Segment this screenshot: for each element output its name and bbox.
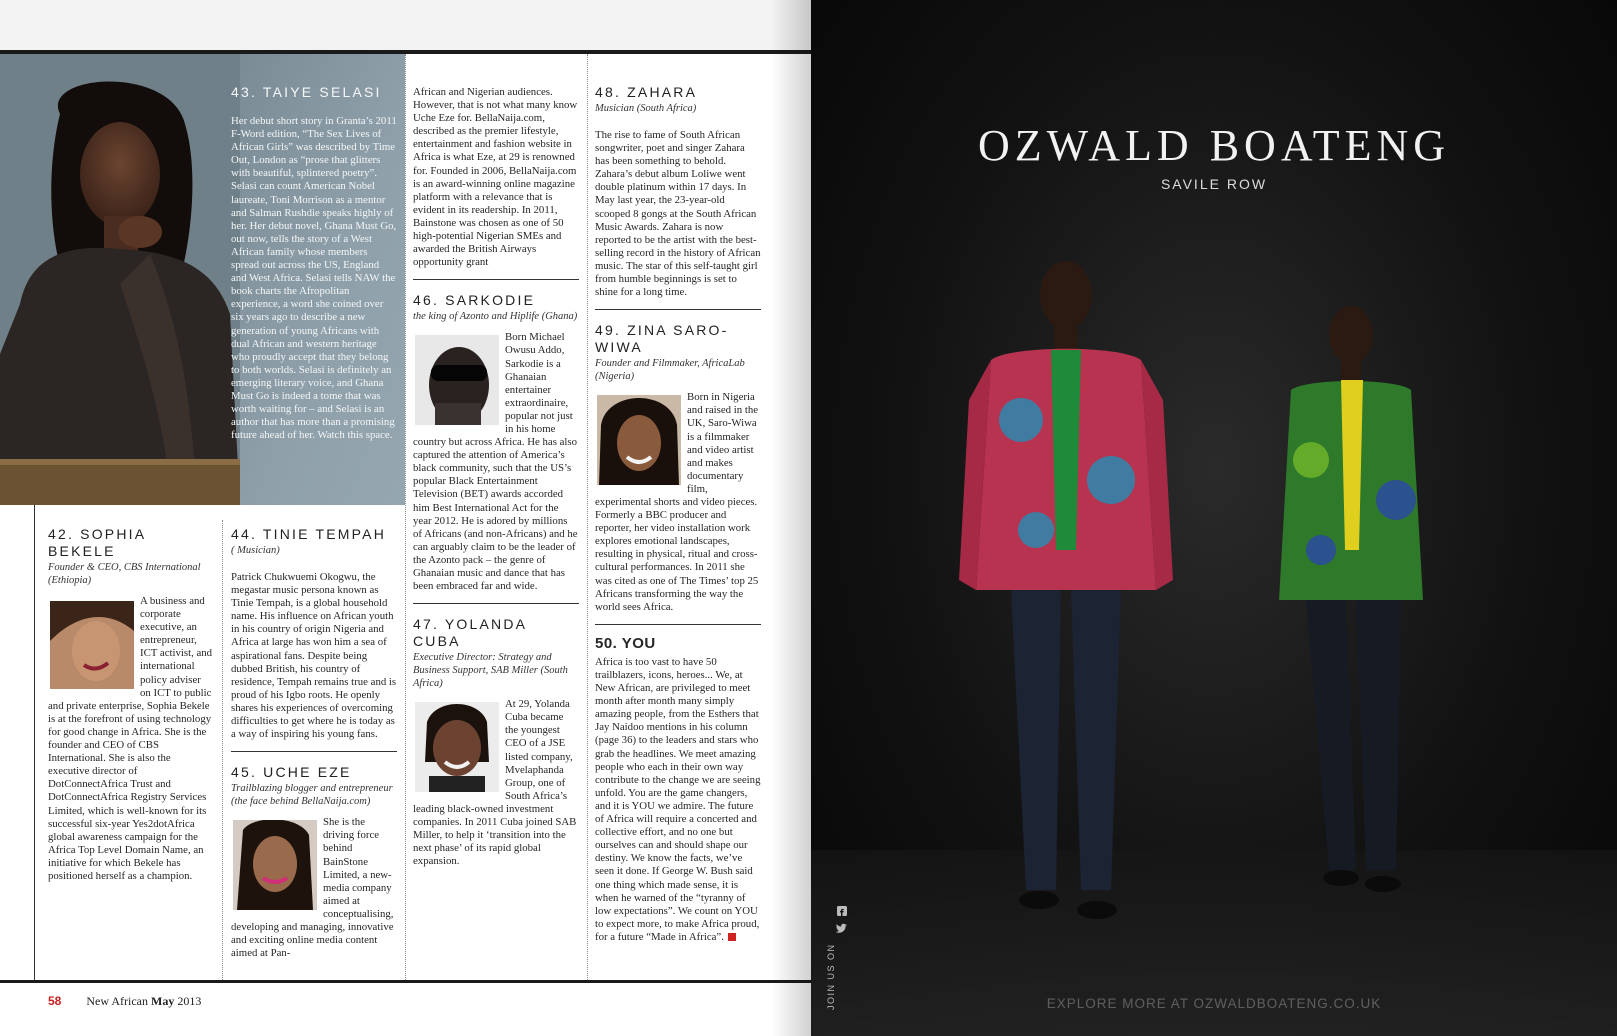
heading-taiye: 43. TAIYE SELASI bbox=[231, 84, 382, 100]
heading-sophia: 42. SOPHIA BEKELE bbox=[48, 526, 146, 559]
body-zina: Born in Nigeria and raised in the UK, Saro-Wiwa is a filmmaker and video artist and makes documentary film, experimental shorts and video pieces. Formerly a BBC producer and reporter, her video installation work explores emotional landscapes, resulting in physical, ritual and cross-cultural performances. In 2011 she was cited as one of The Times’ top 25 Africans transforming the way the world sees Africa. bbox=[595, 391, 759, 613]
social-icons bbox=[836, 905, 848, 944]
issue-year: 2013 bbox=[177, 994, 202, 1008]
spacer bbox=[595, 115, 761, 129]
sarkodie-photo bbox=[415, 335, 499, 425]
body-yolanda: At 29, Yolanda Cuba became the youngest CEO of a JSE listed company, Mvelaphanda Group, one of South Africa’s leading black-owned investment companies. In 2011 Cuba joined SAB Miller, to help it ‘transition into the next phase’ of its rapid global expansion. bbox=[413, 698, 577, 868]
role-zina: Founder and Filmmaker, AfricaLab (Nigeria) bbox=[595, 358, 745, 383]
section-separator bbox=[231, 751, 397, 752]
role-tinie: ( Musician) bbox=[231, 545, 280, 556]
yolanda-portrait-illustration bbox=[415, 702, 499, 792]
left-margin-rule bbox=[34, 505, 35, 980]
sophia-portrait-illustration bbox=[50, 601, 134, 689]
role-sophia: Founder & CEO, CBS International (Ethiopia) bbox=[48, 562, 201, 586]
heading-zahara: 48. ZAHARA bbox=[595, 84, 698, 100]
end-mark-icon bbox=[728, 933, 736, 941]
role-sarkodie: the king of Azonto and Hiplife (Ghana) bbox=[413, 311, 578, 323]
heading-tinie: 44. TINIE TEMPAH bbox=[231, 526, 387, 542]
section-separator bbox=[413, 279, 579, 280]
folio bbox=[48, 994, 201, 1009]
body-uche-continued: African and Nigerian audiences. However, that is not what many know Uche Eze for. BellaNaija.com, described as the premier lifestyle, entertainment and fashion website in Africa is what Eze, at 29 is renowned for. Founded in 2006, BellaNaija.com is an award-winning online magazine platform with a relevance that is evident in its readership. In 2011, Bainstone was chosen as one of 50 high-potential Nigerian SMEs and awarded the British Airways opportunity grant bbox=[413, 86, 578, 269]
join-us-label: JOIN US ON bbox=[826, 943, 836, 1010]
role-uche: Trailblazing blogger and entrepreneur (the face behind BellaNaija.com) bbox=[231, 783, 393, 808]
entry-sophia-bekele bbox=[48, 526, 214, 883]
column-divider bbox=[222, 520, 223, 980]
ad-brand-name: OZWALD BOATENG bbox=[977, 121, 1451, 170]
body-sarkodie: Born Michael Owusu Addo, Sarkodie is a Ghanaian entertainer extraordinaire, popular not just in his home country but across Africa. He has also captured the attention of America’s black community, such that the US’s popular Black Entertainment Television (BET) awards accorded him Best International Act for the year 2012. He is adored by millions of Africans (and non-Africans) and he can arguably claim to be the leader of the Azonto pack – the genre of Ghanaian music and dance that has been embraced far and wide. bbox=[413, 331, 578, 593]
social-icon-group bbox=[836, 905, 848, 939]
ad-subtitle: SAVILE ROW bbox=[1160, 176, 1268, 192]
bottom-rule bbox=[0, 980, 811, 983]
heading-zina: 49. ZINA SARO-WIWA bbox=[595, 322, 729, 356]
heading-sarkodie: 46. SARKODIE bbox=[413, 292, 536, 309]
heading-you: 50. YOU bbox=[595, 634, 656, 652]
entry-middle-column bbox=[413, 86, 579, 868]
column-divider bbox=[405, 54, 406, 980]
top-strip bbox=[0, 0, 811, 50]
section-separator bbox=[413, 603, 579, 604]
spine-shadow bbox=[771, 0, 811, 1036]
sarkodie-portrait-illustration bbox=[415, 335, 499, 425]
body-tinie: Patrick Chukwuemi Okogwu, the megastar music persona known as Tinie Tempah, is a global household name. His influence on African youth in his country of origin Nigeria and Africa at large has won him a sea of aspirational fans. Despite being dubbed British, his country of residence, Tempah remains true and is proud of his Igbo roots. He openly shares his experiences of overcoming difficulties to get where he is today as a way of inspiring his young fans. bbox=[231, 571, 397, 741]
body-you bbox=[595, 656, 761, 944]
zina-photo bbox=[597, 395, 681, 485]
body-zahara: The rise to fame of South African songwriter, poet and singer Zahara has been something to behold. Zahara’s debut album Loliwe went double platinum within 17 days. In May last year, the 23-year-old scooped 8 gongs at the South African Music Awards. Zahara is now reported to be the artist with the best-selling record in the history of African music. The star of this self-taught girl from humble beginnings is set to shine for a long time. bbox=[595, 129, 761, 299]
entry-taiye-selasi bbox=[231, 84, 397, 442]
page-number: 58 bbox=[48, 994, 62, 1008]
spacer bbox=[231, 101, 397, 115]
body-sophia: A business and corporate executive, an entrepreneur, ICT activist, and international policy adviser on ICT to public and private enterprise, Sophia Bekele is at the forefront of using technology for good change in Africa. She is the founder and CEO of CBS International. She is also the executive director of DotConnectAfrica Trust and DotConnectAfrica Registry Services Limited, which is well-known for its successful six-year Yes2dotAfrica global awareness campaign for the Africa Top Level Domain Name, an initiative for which Bekele has positioned herself as a champion. bbox=[48, 595, 213, 882]
column-divider bbox=[587, 54, 588, 980]
zina-portrait-illustration bbox=[597, 395, 681, 485]
issue-month: May bbox=[151, 994, 175, 1008]
section-separator bbox=[595, 309, 761, 310]
magazine-name: New African bbox=[86, 994, 148, 1008]
runway-models-illustration bbox=[811, 250, 1617, 1036]
taiye-portrait-illustration bbox=[0, 54, 240, 505]
yolanda-photo bbox=[415, 702, 499, 792]
body-you-text: Africa is too vast to have 50 trailblazers, icons, heroes... We, at New African, are privileged to meet month after month many simply amazing people, from the Esthers that Jay Naidoo mentions in his column (page 36) to the leaders and stars who grab the headlines. We meet amazing people who each in their own way contribute to the change we are seeing unfold. You are the game changers, and it is YOU we admire. The future of Africa will require a concerted and collective effort, and no one but ourselves can and should shape our destiny. We know the facts, we’ve seen it done. If George W. Bush said one thing which made sense, it is when he warned of the “tyranny of low expectations”. We count on YOU to expect more, to make Africa proud, for a future “Made in Africa”. bbox=[595, 655, 761, 943]
role-zahara: Musician (South Africa) bbox=[595, 103, 697, 114]
section-separator bbox=[595, 624, 761, 625]
model-left bbox=[959, 261, 1173, 919]
uche-portrait-illustration bbox=[233, 820, 317, 910]
twitter-icon[interactable] bbox=[836, 924, 847, 933]
entry-right-column bbox=[595, 84, 761, 944]
sophia-photo bbox=[50, 601, 134, 689]
heading-yolanda: 47. YOLANDA CUBA bbox=[413, 616, 527, 650]
facebook-icon[interactable] bbox=[837, 906, 847, 916]
model-right bbox=[1279, 306, 1423, 892]
spacer bbox=[231, 557, 397, 571]
heading-uche: 45. UCHE EZE bbox=[231, 764, 352, 781]
body-taiye: Her debut short story in Granta’s 2011 F-Word edition, “The Sex Lives of African Girls” was described by Time Out, London as “prose that glitters with beautiful, splintered poetry”. Selasi can count American Nobel laureate, Toni Morrison as a mentor and Salman Rushdie speaks highly of her. Her debut novel, Ghana Must Go, out now, tells the story of a West African family whose members spread out across the US, England and West Africa. Selasi tells NAW the book charts the Afropolitan experience, a word she coined over six years ago to describe a new generation of young Africans with dual African and western heritage who proudly accept that they belong to both worlds. Selasi is definitely an emerging literary voice, and Ghana Must Go is indeed a tome that was worth waiting for – and Selasi is an author that has more than a promising future ahead of her. Watch this space. bbox=[231, 115, 397, 442]
uche-photo bbox=[233, 820, 317, 910]
role-yolanda: Executive Director: Strategy and Business Support, SAB Miller (South Africa) bbox=[413, 652, 568, 690]
body-uche: She is the driving force behind BainStone Limited, a new-media company aimed at conceptualising, developing and managing, innovative and exciting online media content aimed at Pan- bbox=[231, 816, 394, 960]
entry-tinie-tempah bbox=[231, 526, 397, 960]
